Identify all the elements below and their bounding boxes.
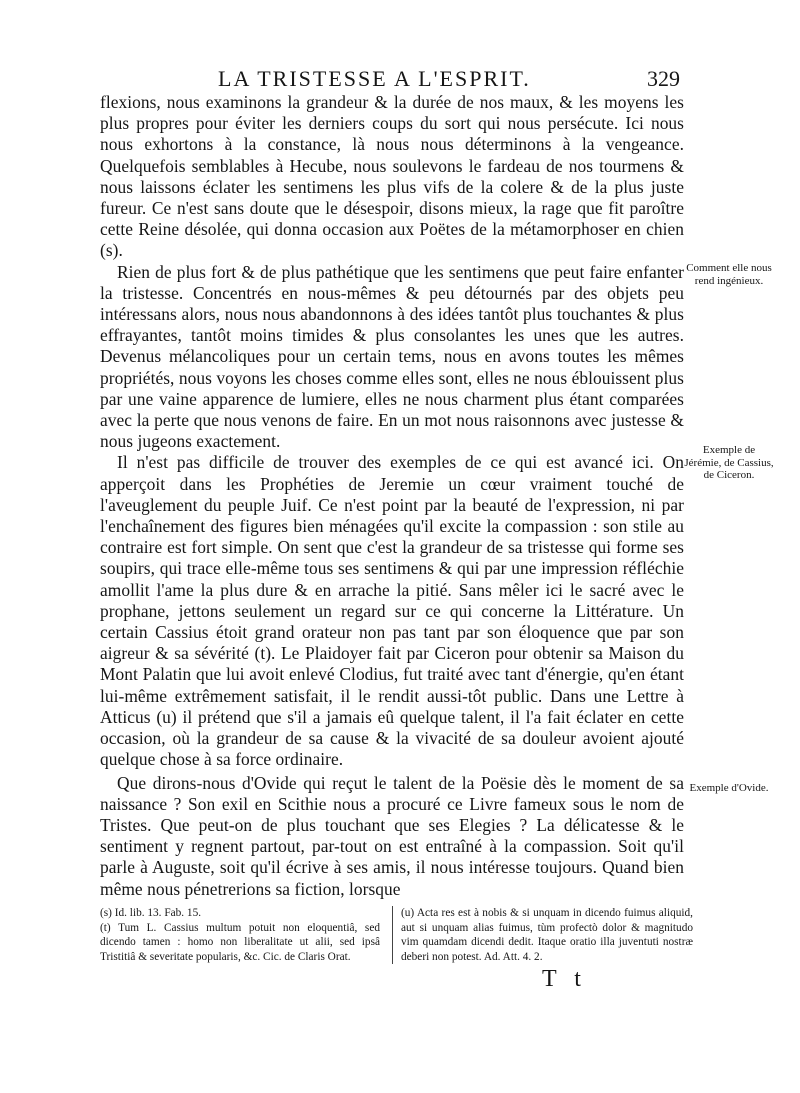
main-text <box>100 92 684 900</box>
paragraph: flexions, nous examinons la grandeur & la durée de nos maux, & les moyens les plus propres pour éviter les derniers coups du sort qui nous persécute. Ici nous nous exhortons à la constance, là nous nous déterminons à la vengeance. Quelquefois semblables à Hecube, nous soulevons le fardeau de nos tourmens & nous laissons éclater les sentimens les plus vifs de la colere & de la plus juste fureur. Ce n'est sans doute que le désespoir, disons mieux, la rage que fit paroître cette Reine désolée, qui donna occasion aux Poëtes de la métamorphoser en chien (s). <box>100 92 684 261</box>
signature-mark: T t <box>542 966 587 992</box>
paragraph: Il n'est pas difficile de trouver des exemples de ce qui est avancé ici. On apperçoit dans les Prophéties de Jeremie un cœur vraiment touché de l'aveuglement du peuple Juif. Ce n'est point par la beauté de l'expression, ni par l'enchaînement des figures bien ménagées qu'il excite la compassion : son stile au contraire est fort simple. On sent que c'est la grandeur de sa tristesse qui forme ses soupirs, qui trace elle-même tous ses sentimens & qui par une impression réfléchie amollit l'ame la plus dure & en arrache la pitié. Sans mêler ici le sacré avec le prophane, jettons seulement un regard sur ce qui concerne la Littérature. Un certain Cassius étoit grand orateur non pas tant par son éloquence que par son aigreur & sa sévérité (t). Le Plaidoyer fait par Ciceron pour obtenir sa Maison du Mont Palatin que lui avoit enlevé Clodius, fut traité avec tant d'énergie, qu'en étant lui-même extrêmement satisfait, il le rendit aussi-tôt public. Dans une Lettre à Atticus (u) il prétend que s'il a jamais eû quelque talent, il l'a fait éclater en cette occasion, où la grandeur de sa cause & la vivacité de sa douleur avoient ajouté quelque chose à sa force ordinaire. <box>100 452 684 770</box>
margin-note: Exemple de Jérémie, de Cassius, de Ciceron. <box>684 444 774 481</box>
footnote: (s) Id. lib. 13. Fab. 15. <box>100 907 202 919</box>
page-number: 329 <box>647 66 680 91</box>
footnote: (u) Acta res est à nobis & si unquam in dicendo fuimus aliquid, aut si unquam alias fuimus, tùm profectò dolor & magnitudo vim quamdam dicendi dedit. Itaque oratio illa juventuti nostræ deberi non potest. Ad. Att. 4. 2. <box>401 907 693 963</box>
running-head: LA TRISTESSE A L'ESPRIT. <box>218 66 531 91</box>
footnotes-left-column <box>100 906 380 964</box>
footnote: (t) Tum L. Cassius multum potuit non eloquentiâ, sed dicendo tamen : homo non liberalitate ut alii, sed ipsâ Tristitiâ & severitate popularis, &c. Cic. de Claris Orat. <box>100 921 380 963</box>
margin-note: Exemple d'Ovide. <box>689 782 769 794</box>
paragraph: Rien de plus fort & de plus pathétique que les sentimens que peut faire enfanter la tristesse. Concentrés en nous-mêmes & peu détournés par des objets peu intéressans alors, nous nous abandonnons à des idées tantôt plus touchantes & plus effrayantes, tantôt moins timides & plus consolantes les unes que les autres. Devenus mélancoliques pour un certain tems, nous en avons toutes les mêmes propriétés, nous voyons les choses comme elles sont, elles ne nous éblouissent plus par une vaine apparence de lumiere, elles ne nous charment plus étant comparées avec la perte que nous venons de faire. En un mot nous raisonnons avec justesse & nous jugeons exactement. <box>100 261 684 452</box>
margin-note: Comment elle nous rend ingénieux. <box>686 262 772 287</box>
footnotes-right-column <box>392 906 693 964</box>
paragraph: Que dirons-nous d'Ovide qui reçut le talent de la Poësie dès le moment de sa naissance ? Son exil en Scithie nous a procuré ce Livre fameux sous le nom de Tristes. Que peut-on de plus touchant que ses Elegies ? La délicatesse & le sentiment y regnent partout, par-tout on est entraîné à la compassion. Soit qu'il parle à Auguste, soit qu'il écrive à ses amis, il nous intéresse toujours. Quand bien même nous pénetrerions sa fiction, lorsque <box>100 772 684 899</box>
